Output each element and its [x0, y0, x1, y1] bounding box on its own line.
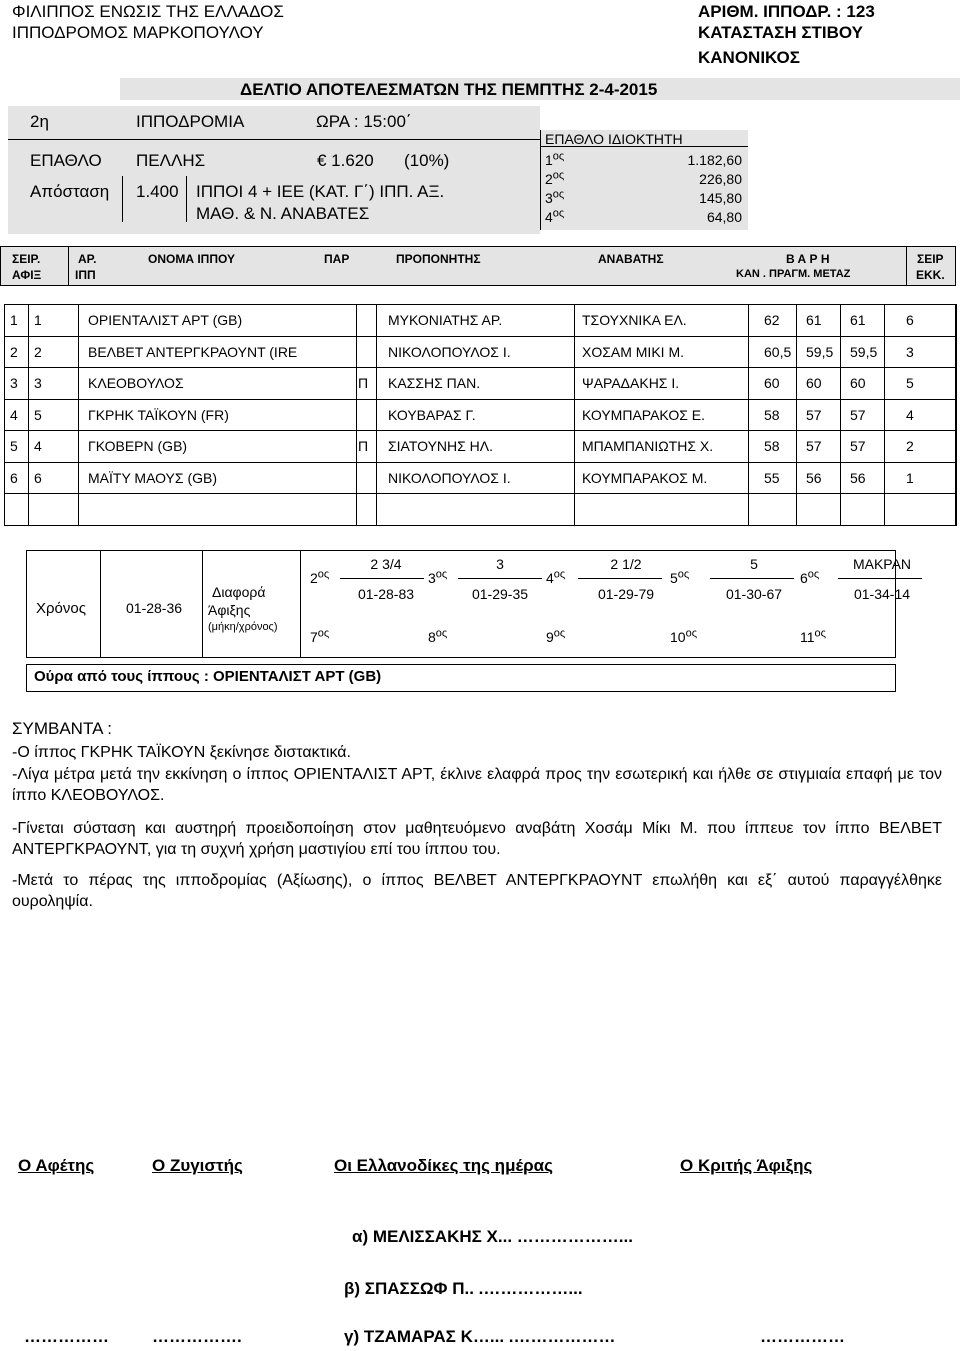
result-position: 1	[10, 312, 18, 328]
grid-line	[956, 304, 957, 526]
owner-prize-amount: 226,80	[699, 171, 742, 187]
owner-prize-amount: 64,80	[706, 209, 742, 225]
result-gate: 1	[906, 469, 914, 486]
diff-label-1: Διαφορά	[212, 584, 266, 600]
official-starter: Ο Αφέτης	[18, 1156, 95, 1175]
steward-a: α) ΜΕΛΙΣΣΑΚΗΣ Χ... ………………...	[352, 1227, 633, 1246]
starter-signature-dots: ……………	[24, 1327, 109, 1346]
result-weight-transfer: 56	[850, 469, 866, 486]
race-label: ΙΠΠΟΔΡΟΜΙΑ	[136, 112, 245, 131]
divider	[122, 176, 123, 222]
distance-value: 1.400	[136, 182, 179, 201]
divider	[300, 550, 301, 658]
grid-line	[4, 367, 956, 368]
col-ar: ΑΡ.	[78, 252, 97, 266]
track-state: ΚΑΝΟΝΙΚΟΣ	[698, 48, 800, 67]
timing-margin: 2 3/4	[370, 556, 402, 572]
result-horse-name: ΓΚΡΗΚ ΤΑΪΚΟΥΝ (FR)	[88, 406, 229, 423]
result-weight-nominal: 55	[764, 469, 780, 486]
result-jockey: ΚΟΥΜΠΑΡΑΚΟΣ Ε.	[582, 406, 705, 423]
result-trainer: ΝΙΚΟΛΟΠΟΥΛΟΣ Ι.	[388, 343, 511, 360]
result-gate: 2	[906, 438, 914, 454]
result-weight-transfer: 59,5	[850, 343, 878, 360]
timing-margin: 3	[496, 556, 504, 572]
grid-line	[578, 578, 662, 579]
owner-prize-title: ΕΠΑΘΛΟ ΙΔΙΟΚΤΗΤΗ	[545, 131, 683, 147]
owner-prize-place: $3^{o\varsigma}$	[545, 188, 565, 206]
race-number: ΑΡΙΘΜ. ΙΠΠΟΔΡ. : 123	[698, 2, 875, 21]
timing-place-top: $4^{o\varsigma}$	[546, 568, 566, 586]
result-weight-transfer: 61	[850, 312, 866, 328]
result-jockey: ΨΑΡΑΔΑΚΗΣ Ι.	[582, 375, 680, 391]
col-weights: Β Α Ρ Η	[786, 252, 830, 266]
grid-line	[4, 493, 956, 494]
col-trainer: ΠΡΟΠΟΝΗΤΗΣ	[396, 252, 481, 266]
timing-time: 01-28-83	[357, 586, 415, 602]
result-horse-number: 4	[34, 438, 42, 454]
prize-name: ΠΕΛΛΗΣ	[136, 151, 206, 170]
timing-place-top: $6^{o\varsigma}$	[800, 568, 820, 586]
result-position: 2	[10, 343, 18, 360]
col-par: ΠΑΡ	[324, 252, 350, 266]
result-jockey: ΤΣΟΥΧΝΙΚΑ ΕΛ.	[582, 312, 687, 328]
time-label: Χρόνος	[36, 600, 86, 617]
result-par: Π	[358, 375, 369, 391]
result-trainer: ΚΟΥΒΑΡΑΣ Γ.	[388, 406, 476, 423]
divider	[68, 246, 69, 286]
diff-label-3: (μήκη/χρόνος)	[208, 621, 278, 633]
conditions-line-1: ΙΠΠΟΙ 4 + ΙΕΕ (ΚΑΤ. Γ΄) ΙΠΠ. ΑΞ.	[196, 182, 445, 201]
result-weight-actual: 57	[806, 406, 822, 423]
timing-place-bottom: $7^{o\varsigma}$	[310, 627, 330, 645]
divider	[540, 130, 541, 230]
timing-time: 01-34-14	[853, 586, 911, 602]
prize-amount: € 1.620	[317, 151, 374, 170]
col-jockey: ΑΝΑΒΑΤΗΣ	[598, 252, 664, 266]
col-name: ΟΝΟΜΑ ΙΠΠΟΥ	[148, 252, 235, 266]
result-horse-number: 6	[34, 469, 42, 486]
steward-b: β) ΣΠΑΣΣΩΦ Π.. .……………...	[344, 1279, 583, 1298]
prize-label: ΕΠΑΘΛΟ	[30, 151, 102, 170]
owner-prize-place: $4^{o\varsigma}$	[545, 207, 565, 225]
divider	[202, 550, 203, 658]
event-item: -Ο ίππος ΓΚΡΗΚ ΤΑΪΚΟΥΝ ξεκίνησε διστακτικά.	[12, 744, 351, 761]
result-horse-name: ΚΛΕΟΒΟΥΛΟΣ	[88, 375, 184, 391]
timing-place-bottom: $11^{o\varsigma}$	[800, 627, 826, 645]
result-jockey: ΚΟΥΜΠΑΡΑΚΟΣ Μ.	[582, 469, 708, 486]
bulletin-title: ΔΕΛΤΙΟ ΑΠΟΤΕΛΕΣΜΑΤΩΝ ΤΗΣ ΠΕΜΠΤΗΣ 2-4-2015	[240, 80, 658, 99]
judge-signature-dots: ……………	[760, 1327, 845, 1346]
official-weigher: Ο Ζυγιστής	[152, 1156, 243, 1175]
col-seir: ΣΕΙΡ.	[12, 252, 41, 266]
owner-prize-place: $1^{o\varsigma}$	[545, 150, 565, 168]
owner-prize-place: $2^{o\varsigma}$	[545, 169, 565, 187]
grid-line	[4, 336, 956, 337]
result-horse-number: 5	[34, 406, 42, 423]
result-weight-nominal: 60,5	[764, 343, 792, 360]
grid-line	[340, 578, 424, 579]
track-state-label: ΚΑΤΑΣΤΑΣΗ ΣΤΙΒΟΥ	[698, 23, 864, 42]
distance-label: Απόσταση	[30, 182, 110, 201]
result-weight-actual: 56	[806, 469, 822, 486]
grid-line	[838, 578, 922, 579]
diff-label-2: Άφιξης	[208, 602, 251, 618]
official-judge: Ο Κριτής Άφιξης	[680, 1156, 813, 1175]
timing-margin: ΜΑΚΡΑΝ	[852, 556, 912, 572]
result-weight-nominal: 58	[764, 406, 780, 423]
events-title: ΣΥΜΒΑΝΤΑ :	[12, 719, 112, 738]
owner-prize-amount: 1.182,60	[687, 152, 742, 168]
result-trainer: ΝΙΚΟΛΟΠΟΥΛΟΣ Ι.	[388, 469, 511, 486]
divider	[186, 176, 187, 222]
result-trainer: ΣΙΑΤΟΥΝΗΣ ΗΛ.	[388, 438, 494, 454]
result-position: 4	[10, 406, 18, 423]
result-jockey: ΜΠΑΜΠΑΝΙΩΤΗΣ Χ.	[582, 438, 714, 454]
official-stewards: Οι Ελλανοδίκες της ημέρας	[334, 1156, 553, 1175]
event-item: -Μετά το πέρας της ιπποδρομίας (Αξίωσης), ο ίππος ΒΕΛΒΕΤ ΑΝΤΕΡΓΚΡΑΟΥΝΤ επωλήθη και εξ΄ αυτού παραγγέλθηκε ουροληψία.	[12, 872, 942, 910]
divider	[100, 550, 101, 658]
timing-place-bottom: $8^{o\varsigma}$	[428, 627, 448, 645]
track-name: ΙΠΠΟΔΡΟΜΟΣ ΜΑΡΚΟΠΟΥΛΟΥ	[12, 23, 264, 42]
timing-place-top: $2^{o\varsigma}$	[310, 568, 330, 586]
result-weight-transfer: 57	[850, 438, 866, 454]
result-weight-transfer: 57	[850, 406, 866, 423]
result-weight-nominal: 62	[764, 312, 780, 328]
divider	[906, 246, 907, 286]
timing-time: 01-30-67	[725, 586, 783, 602]
result-horse-number: 1	[34, 312, 42, 328]
race-ord: 2η	[30, 112, 49, 131]
event-item: -Γίνεται σύσταση και αυστηρή προειδοποίηση στον μαθητευόμενο αναβάτη Χοσάμ Μίκι Μ. που ίππευε τον ίππο ΒΕΛΒΕΤ ΑΝΤΕΡΓΚΡΑΟΥΝΤ, για τη συχνή χρήση μαστιγίου επί του ίππου του.	[12, 820, 942, 858]
grid-line	[458, 578, 542, 579]
grid-line	[4, 430, 956, 431]
col-ekk: ΕΚΚ.	[916, 268, 945, 282]
timing-place-top: $3^{o\varsigma}$	[428, 568, 448, 586]
timing-margin: 2 1/2	[610, 556, 642, 572]
result-weight-actual: 57	[806, 438, 822, 454]
result-position: 6	[10, 469, 18, 486]
result-horse-name: ΒΕΛΒΕΤ ΑΝΤΕΡΓΚΡΑΟΥΝΤ (IRE	[88, 343, 298, 360]
org-name: ΦΙΛΙΠΠΟΣ ΕΝΩΣΙΣ ΤΗΣ ΕΛΛΑΔΟΣ	[12, 2, 284, 21]
result-par: Π	[358, 438, 369, 454]
result-horse-name: ΓΚΟΒΕΡΝ (GB)	[88, 438, 188, 454]
result-trainer: ΚΑΣΣΗΣ ΠΑΝ.	[388, 375, 481, 391]
prize-pct: (10%)	[404, 151, 450, 170]
result-horse-number: 2	[34, 343, 42, 360]
result-position: 5	[10, 438, 18, 454]
grid-line	[4, 462, 956, 463]
weigher-signature-dots: …………….	[152, 1327, 242, 1346]
conditions-line-2: ΜΑΘ. & Ν. ΑΝΑΒΑΤΕΣ	[196, 204, 370, 223]
col-afix: ΑΦΙΞ	[12, 268, 42, 282]
result-gate: 5	[906, 375, 914, 391]
result-weight-actual: 61	[806, 312, 822, 328]
owner-prize-amount: 145,80	[699, 190, 742, 206]
result-trainer: ΜΥΚΟΝΙΑΤΗΣ ΑΡ.	[388, 312, 503, 328]
col-weights-sub: ΚΑΝ . ΠΡΑΓΜ. ΜΕΤΑΖ	[736, 268, 851, 280]
grid-line	[710, 578, 794, 579]
result-weight-nominal: 60	[764, 375, 780, 391]
result-gate: 3	[906, 343, 914, 360]
result-horse-name: ΜΑΪΤΥ ΜΑΟΥΣ (GB)	[88, 469, 217, 486]
timing-place-top: $5^{o\varsigma}$	[670, 568, 690, 586]
tail-text: Ούρα από τους ίππους : ΟΡΙΕΝΤΑΛΙΣΤ ΑΡΤ (GB)	[34, 668, 382, 685]
result-jockey: ΧΟΣΑΜ ΜΙΚΙ Μ.	[582, 343, 684, 360]
result-position: 3	[10, 375, 18, 391]
timing-time: 01-29-35	[471, 586, 529, 602]
race-time: ΩΡΑ : 15:00΄	[316, 112, 412, 131]
timing-place-bottom: $10^{o\varsigma}$	[670, 627, 697, 645]
result-gate: 6	[906, 312, 914, 328]
grid-line	[4, 399, 956, 400]
timing-time: 01-29-79	[597, 586, 655, 602]
result-weight-actual: 59,5	[806, 343, 834, 360]
result-weight-transfer: 60	[850, 375, 866, 391]
time-value: 01-28-36	[126, 600, 183, 616]
result-horse-number: 3	[34, 375, 42, 391]
result-weight-actual: 60	[806, 375, 822, 391]
divider	[8, 139, 540, 140]
timing-margin: 5	[750, 556, 758, 572]
result-weight-nominal: 58	[764, 438, 780, 454]
result-horse-name: ΟΡΙΕΝΤΑΛΙΣΤ ΑΡΤ (GB)	[88, 312, 243, 328]
timing-place-bottom: $9^{o\varsigma}$	[546, 627, 566, 645]
event-item: -Λίγα μέτρα μετά την εκκίνηση ο ίππος ΟΡΙΕΝΤΑΛΙΣΤ ΑΡΤ, έκλινε ελαφρά προς την εσωτερική και ήλθε σε στιγμιαία επαφή με τον ίππο ΚΛΕΟΒΟΥΛΟΣ.	[12, 766, 942, 804]
result-gate: 4	[906, 406, 914, 423]
col-ipp: ΙΠΠ	[75, 268, 96, 282]
col-seir2: ΣΕΙΡ	[917, 252, 944, 266]
steward-c: γ) ΤΖΑΜΑΡΑΣ Κ…... .………………	[344, 1327, 616, 1346]
